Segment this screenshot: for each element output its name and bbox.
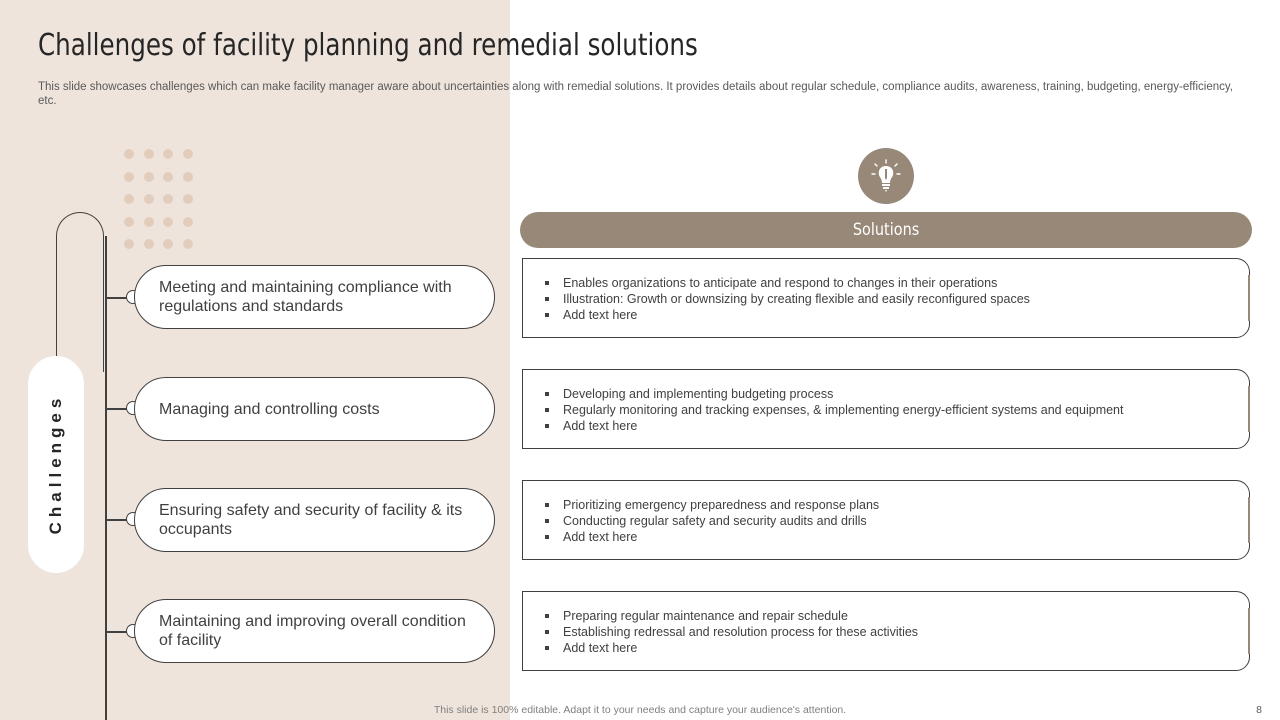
connector-line	[106, 631, 128, 633]
challenge-text: Managing and controlling costs	[159, 400, 380, 418]
slide-title: Challenges of facility planning and remedial solutions	[38, 28, 698, 63]
solution-box-4	[522, 591, 1250, 671]
challenge-box-3	[134, 488, 495, 552]
solutions-label: Solutions	[852, 220, 920, 240]
slide-subtitle: This slide showcases challenges which can make facility manager aware about uncertainties along with remedial solutions. It provides details about regular schedule, compliance audits, awareness, training, budgeting, energy-efficiency, etc.	[38, 81, 1233, 107]
challenge-text: Ensuring safety and security of facility & its occupants	[159, 502, 463, 538]
challenge-text: Meeting and maintaining compliance with regulations and standards	[159, 279, 452, 315]
page-number: 8	[1256, 704, 1262, 716]
solution-bullet: Conducting regular safety and security audits and drills	[545, 513, 879, 529]
solution-list	[545, 497, 879, 545]
connector-line	[106, 519, 128, 521]
solution-bullet: Add text here	[545, 640, 918, 656]
solution-box-3	[522, 480, 1250, 560]
solution-bullet: Establishing redressal and resolution process for these activities	[545, 624, 918, 640]
solution-bullet: Regularly monitoring and tracking expenses, & implementing energy-efficient systems and equipment	[545, 402, 1123, 418]
solution-box-1	[522, 258, 1250, 338]
timeline-loop	[56, 212, 104, 372]
challenges-label: Challenges	[46, 393, 65, 535]
challenge-text: Maintaining and improving overall condition of facility	[159, 613, 466, 649]
solution-bullet: Developing and implementing budgeting process	[545, 386, 1123, 402]
solution-list	[545, 608, 918, 656]
solution-list	[545, 386, 1123, 434]
solution-bullet: Illustration: Growth or downsizing by creating flexible and easily reconfigured spaces	[545, 291, 1030, 307]
timeline-line	[105, 236, 107, 720]
challenge-box-4	[134, 599, 495, 663]
challenge-box-1	[134, 265, 495, 329]
solution-bullet: Add text here	[545, 418, 1123, 434]
challenge-box-2	[134, 377, 495, 441]
solution-bullet: Preparing regular maintenance and repair schedule	[545, 608, 918, 624]
solution-box-2	[522, 369, 1250, 449]
solution-bullet: Enables organizations to anticipate and respond to changes in their operations	[545, 275, 1030, 291]
connector-line	[106, 408, 128, 410]
footer-note: This slide is 100% editable. Adapt it to your needs and capture your audience's attention.	[433, 704, 847, 716]
solution-bullet: Add text here	[545, 529, 879, 545]
solutions-header-bar	[520, 212, 1252, 248]
solution-bullet: Prioritizing emergency preparedness and response plans	[545, 497, 879, 513]
solution-bullet: Add text here	[545, 307, 1030, 323]
connector-line	[106, 297, 128, 299]
solution-list	[545, 275, 1030, 323]
lightbulb-pencil-icon	[858, 148, 914, 204]
decorative-dot-grid	[124, 149, 193, 249]
